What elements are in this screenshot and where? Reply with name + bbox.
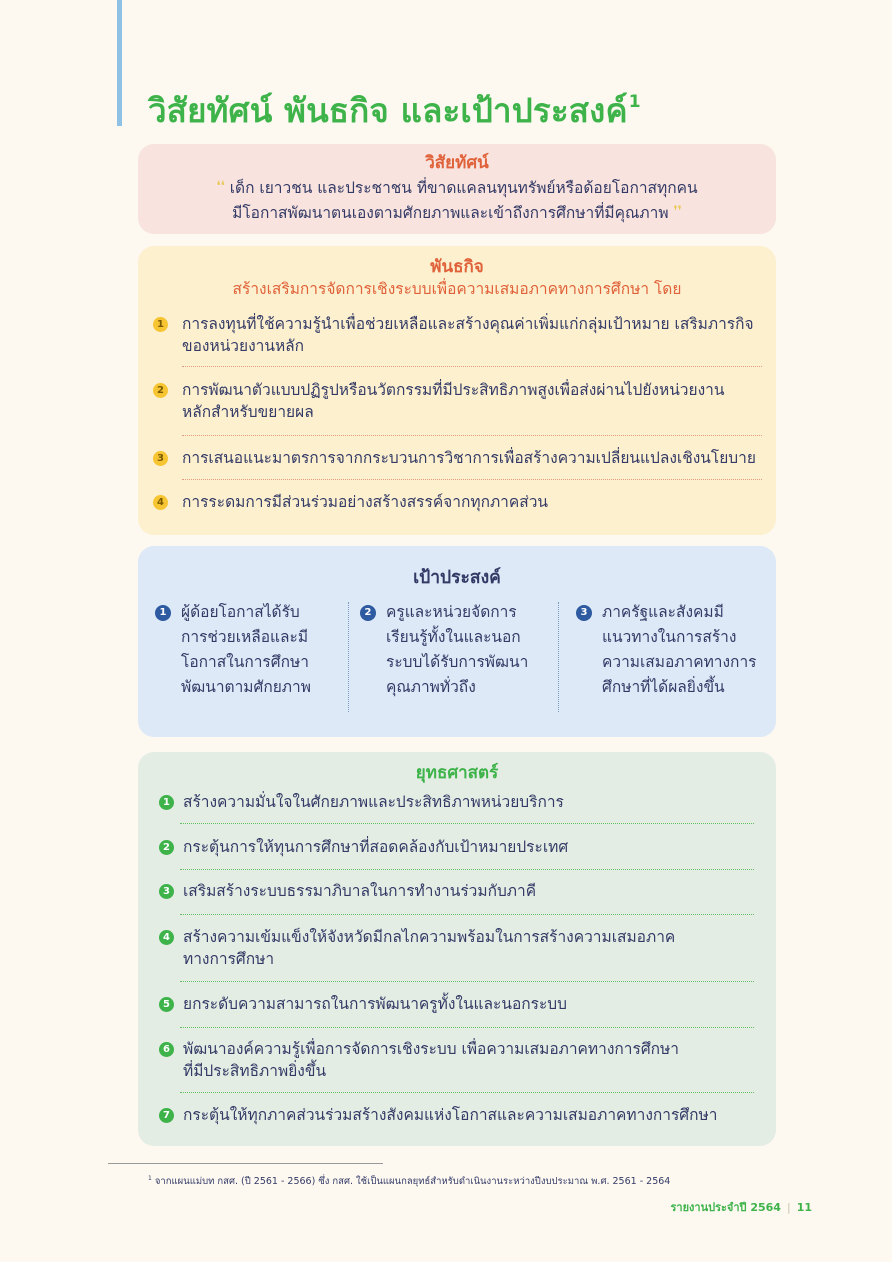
strategy-item: 4 สร้างความเข้มแข็งให้จังหวัดมีกลไกความพร้อมในการสร้างความเสมอภาค ทางการศึกษา [183, 926, 763, 970]
mission-card [138, 246, 776, 535]
footnote: $^1$ จากแผนแม่บท กสศ. (ปี 2561 - 2566) ซึ่ง กสศ. ใช้เป็นแผนกลยุทธ์สำหรับดำเนินงานระหว่างปีงบประมาณ พ.ศ. 2561 - 2564 [148, 1175, 671, 1187]
divider [182, 435, 762, 436]
column-divider [348, 602, 349, 712]
number-badge: 4 [153, 495, 168, 510]
divider [180, 914, 754, 915]
number-badge: 2 [153, 383, 168, 398]
mission-item: 2 การพัฒนาตัวแบบปฏิรูปหรือนวัตกรรมที่มีประสิทธิภาพสูงเพื่อส่งผ่านไปยังหน่วยงาน หลักสำหรับขยายผล [182, 379, 762, 423]
number-badge: 2 [159, 840, 174, 855]
mission-item: 1 การลงทุนที่ใช้ความรู้นำเพื่อช่วยเหลือและสร้างคุณค่าเพิ่มแก่กลุ่มเป้าหมาย เสริมภารกิจ ของหน่วยงานหลัก [182, 313, 762, 357]
strategy-item: 6 พัฒนาองค์ความรู้เพื่อการจัดการเชิงระบบ เพื่อความเสมอภาคทางการศึกษา ที่มีประสิทธิภาพยิ่งขึ้น [183, 1038, 763, 1082]
number-badge: 4 [159, 930, 174, 945]
open-quote-icon: ❛❛ [216, 179, 225, 194]
number-badge: 3 [159, 884, 174, 899]
strategy-item: 3 เสริมสร้างระบบธรรมาภิบาลในการทำงานร่วมกับภาคี [183, 880, 763, 902]
mission-item: 4 การระดมการมีส่วนร่วมอย่างสร้างสรรค์จากทุกภาคส่วน [182, 491, 762, 513]
number-badge: 3 [153, 451, 168, 466]
divider [180, 1027, 754, 1028]
objective-item: 3 ภาครัฐและสังคมมี แนวทางในการสร้าง ความเสมอภาคทางการ ศึกษาที่ได้ผลยิ่งขึ้น [602, 600, 766, 700]
strategy-item: 7 กระตุ้นให้ทุกภาคส่วนร่วมสร้างสังคมแห่งโอกาสและความเสมอภาคทางการศึกษา [183, 1104, 763, 1126]
strategy-item: 1 สร้างความมั่นใจในศักยภาพและประสิทธิภาพหน่วยบริการ [183, 791, 763, 813]
close-quote-icon: ❜❜ [673, 204, 682, 219]
report-title: รายงานประจำปี 2564 [670, 1201, 781, 1214]
number-badge: 7 [159, 1108, 174, 1123]
column-divider [558, 602, 559, 712]
accent-bar [117, 0, 122, 126]
strategy-card [138, 752, 776, 1146]
number-badge: 6 [159, 1042, 174, 1057]
number-badge: 1 [155, 605, 171, 621]
vision-card [138, 144, 776, 234]
divider [180, 823, 754, 824]
vision-line-2: มีโอกาสพัฒนาตนเองตามศักยภาพและเข้าถึงการศึกษาที่มีคุณภาพ [232, 204, 669, 222]
vision-heading: วิสัยทัศน์ [425, 153, 489, 173]
divider [180, 869, 754, 870]
divider [180, 1092, 754, 1093]
mission-item: 3 การเสนอแนะมาตรการจากกระบวนการวิชาการเพื่อสร้างความเปลี่ยนแปลงเชิงนโยบาย [182, 447, 762, 469]
divider [180, 981, 754, 982]
strategy-heading: ยุทธศาสตร์ [415, 763, 499, 783]
objectives-card [138, 546, 776, 737]
divider [182, 479, 762, 480]
page-footer: รายงานประจำปี 2564 | 11 [670, 1201, 812, 1214]
mission-subheading: สร้างเสริมการจัดการเชิงระบบเพื่อความเสมอภาคทางการศึกษา โดย [232, 280, 682, 298]
strategy-item: 2 กระตุ้นการให้ทุนการศึกษาที่สอดคล้องกับเป้าหมายประเทศ [183, 836, 763, 858]
objective-item: 1 ผู้ด้อยโอกาสได้รับ การช่วยเหลือและมี โอกาสในการศึกษา พัฒนาตามศักยภาพ [181, 600, 345, 700]
number-badge: 2 [360, 605, 376, 621]
objective-item: 2 ครูและหน่วยจัดการ เรียนรู้ทั้งในและนอก ระบบได้รับการพัฒนา คุณภาพทั่วถึง [386, 600, 550, 700]
mission-heading: พันธกิจ [430, 257, 484, 277]
number-badge: 1 [153, 317, 168, 332]
footnote-rule [108, 1163, 383, 1164]
number-badge: 5 [159, 997, 174, 1012]
page-title: วิสัยทัศน์ พันธกิจ และเป้าประสงค์$^1$ [148, 91, 641, 130]
objectives-heading: เป้าประสงค์ [413, 568, 501, 588]
divider [182, 366, 762, 367]
vision-line-1: เด็ก เยาวชน และประชาชน ที่ขาดแคลนทุนทรัพย์หรือด้อยโอกาสทุกคน [229, 179, 698, 197]
footnote-mark: 1 [628, 92, 641, 112]
page-number: 11 [796, 1201, 812, 1214]
vision-statement [138, 175, 776, 225]
number-badge: 1 [159, 795, 174, 810]
number-badge: 3 [576, 605, 592, 621]
strategy-item: 5 ยกระดับความสามารถในการพัฒนาครูทั้งในและนอกระบบ [183, 993, 763, 1015]
